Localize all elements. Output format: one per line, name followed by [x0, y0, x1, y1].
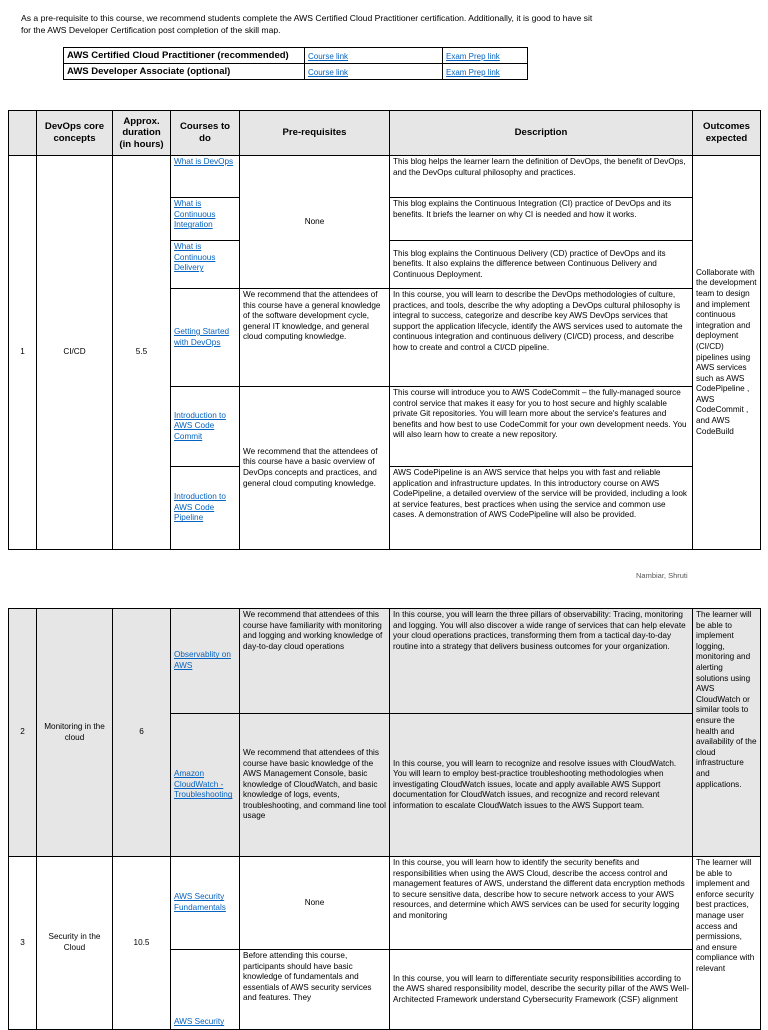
cert-row	[64, 64, 528, 80]
course-link[interactable]: Course link	[308, 52, 349, 61]
intro-line-1: As a pre-requisite to this course, we recommend students complete the AWS Certified Cloud Practitioner certification. Additionally, it is good to have sit	[21, 13, 593, 23]
header-courses: Courses to do	[171, 111, 240, 156]
section-concept: Security in the Cloud	[37, 857, 113, 1030]
description-cell: In this course, you will learn how to identify the security benefits and responsibilities when using the AWS Cloud, describe the access control and management features of AWS, understand the different data encryption methods to secure sensitive data, describe how to secure network access to your AWS resources, and determine which AWS services can be used for security logging and monitoring	[390, 857, 693, 950]
course-link[interactable]: What is DevOps	[174, 157, 234, 166]
section-number: 1	[9, 156, 37, 550]
exam-prep-link[interactable]: Exam Prep link	[446, 52, 500, 61]
course-link[interactable]: Introduction to AWS Code Commit	[174, 410, 226, 441]
course-cell	[171, 198, 240, 241]
course-cell	[171, 857, 240, 950]
course-link[interactable]: Introduction to AWS Code Pipeline	[174, 492, 226, 523]
course-link[interactable]: AWS Security Fundamentals	[174, 892, 226, 912]
prereq-cell: We recommend that the attendees of this course have a basic overview of DevOps concepts and practices, and general cloud computing knowledge.	[240, 387, 390, 550]
skill-map-table	[8, 110, 761, 550]
description-cell: This blog explains the Continuous Integration (CI) practice of DevOps and its benefits. It briefs the learner on why CI is needed and how it works.	[390, 198, 693, 241]
description-text: This blog explains the Continuous Delivery (CD) practice of DevOps and its benefits. It also explains the difference between Continuous Delivery and Continuous Deployment.	[393, 248, 666, 279]
description-cell: In this course, you will learn the three pillars of observability: Tracing, monitoring and logging. You will also discover a wide range of services that can help elevate your cloud operations practices, transforming them from a tactical day-to-day routine into a strategy that delivers business outcomes for your organization.	[390, 609, 693, 714]
table-row	[9, 857, 761, 950]
description-cell: In this course, you will learn to recognize and resolve issues with CloudWatch. You will learn to employ best-practice troubleshooting methodologies when investigating CloudWatch issues, locate and apply available AWS Support documentation for CloudWatch issues, and recognize and record relevant information to escalate CloudWatch issues to the AWS Support team.	[390, 714, 693, 857]
intro-line-2: for the AWS Developer Certification post completion of the skill map.	[21, 24, 281, 35]
header-concept: DevOps core concepts	[37, 111, 113, 156]
description-cell: In this course, you will learn to differentiate security responsibilities according to the AWS shared responsibility model, describe the security pillar of the AWS Well-Architected Framework understand Cybersecurity Framework (CSF) alignment	[390, 950, 693, 1030]
header-num	[9, 111, 37, 156]
header-row	[9, 111, 761, 156]
cert-name: AWS Developer Associate (optional)	[64, 64, 305, 80]
cert-name: AWS Certified Cloud Practitioner (recommended)	[64, 48, 305, 64]
course-cell	[171, 156, 240, 198]
outcome-cell: The learner will be able to implement logging, monitoring and alerting solutions using AWS CloudWatch or similar tools to ensure the health and availability of the cloud infrastructure and applications.	[693, 609, 761, 857]
intro-paragraph	[21, 13, 741, 36]
section-number: 3	[9, 857, 37, 1030]
skill-map-table-continued	[8, 608, 761, 1030]
outcome-cell: The learner will be able to implement and enforce security best practices, manage user access and permissions, and ensure compliance with relevant	[693, 857, 761, 1030]
prereq-cell: Before attending this course, participants should have basic knowledge of fundamentals and essentials of AWS security services and features. They	[240, 950, 390, 1030]
table-row	[9, 156, 761, 198]
prereq-cell: None	[240, 156, 390, 289]
section-concept: Monitoring in the cloud	[37, 609, 113, 857]
prereq-cell: We recommend that attendees of this course have familiarity with monitoring and logging and working knowledge of day-to-day cloud operations	[240, 609, 390, 714]
header-outcomes: Outcomes expected	[693, 111, 761, 156]
course-link[interactable]: Observablity on AWS	[174, 650, 231, 670]
certification-table	[63, 47, 528, 80]
description-cell: AWS CodePipeline is an AWS service that helps you with fast and reliable application and infrastructure updates. In this introductory course on AWS CodePipeline, a detailed overview of the service will be provided, including a look at service features, best practices when using the service and common use cases. A demonstration of AWS CodePipeline will also be provided.	[390, 467, 693, 550]
cert-row	[64, 48, 528, 64]
section-duration: 6	[113, 609, 171, 857]
course-cell	[171, 289, 240, 387]
outcome-cell: Collaborate with the development team to design and implement continuous integration and deployment (CI/CD) pipelines using AWS services such as AWS CodePipeline , AWS CodeCommit , and AWS CodeBuild	[693, 156, 761, 550]
description-cell: This blog helps the learner learn the definition of DevOps, the benefit of DevOps, and the DevOps cultural philosophy and practices.	[390, 156, 693, 198]
course-link[interactable]: Amazon CloudWatch - Troubleshooting	[174, 769, 233, 800]
course-cell	[171, 609, 240, 714]
course-cell	[171, 950, 240, 1030]
header-duration: Approx. duration (in hours)	[113, 111, 171, 156]
course-cell	[171, 387, 240, 467]
description-cell	[390, 241, 693, 289]
prereq-cell: We recommend that attendees of this course have basic knowledge of the AWS Management Console, basic knowledge of CloudWatch, and basic knowledge of logs, events, troubleshooting, and command line tool usage	[240, 714, 390, 857]
course-link[interactable]: Course link	[308, 68, 349, 77]
header-description: Description	[390, 111, 693, 156]
page-footer-author: Nambiar, Shruti	[636, 571, 688, 580]
table-row	[9, 609, 761, 714]
header-prereq: Pre-requisites	[240, 111, 390, 156]
description-cell: This course will introduce you to AWS CodeCommit – the fully-managed source control service that makes it easy for you to host secure and highly scalable private Git repositories. You will learn more about the service's features and benefits and how best to use CodeCommit for your own development needs. You will also learn how to create a new repository.	[390, 387, 693, 467]
description-cell: In this course, you will learn to describe the DevOps methodologies of culture, practices, and tools, describe the why adopting a DevOps cultural philosophy is integral to success, categorize and describe key AWS DevOps services that support the application lifecycle, identify the AWS services used to automate the continuous integration and continuous delivery (CI/CD) process, and describe how to create and control a CI/CD pipeline.	[390, 289, 693, 387]
section-number: 2	[9, 609, 37, 857]
prereq-cell: We recommend that the attendees of this course have a general knowledge of the software development cycle, general IT knowledge, and general cloud computing knowledge.	[240, 289, 390, 387]
cert-exam-cell	[443, 48, 528, 64]
cert-course-cell	[305, 64, 443, 80]
course-cell	[171, 714, 240, 857]
section-concept: CI/CD	[37, 156, 113, 550]
exam-prep-link[interactable]: Exam Prep link	[446, 68, 500, 77]
course-cell	[171, 467, 240, 550]
course-link[interactable]: Getting Started with DevOps	[174, 326, 230, 347]
course-link[interactable]: What is Continuous Delivery	[174, 242, 216, 273]
section-duration: 10.5	[113, 857, 171, 1030]
cert-exam-cell	[443, 64, 528, 80]
course-link[interactable]: AWS Security	[174, 1017, 225, 1027]
prereq-cell: None	[240, 857, 390, 950]
course-cell	[171, 241, 240, 289]
cert-course-cell	[305, 48, 443, 64]
course-link[interactable]: What is Continuous Integration	[174, 199, 216, 230]
section-duration: 5.5	[113, 156, 171, 550]
